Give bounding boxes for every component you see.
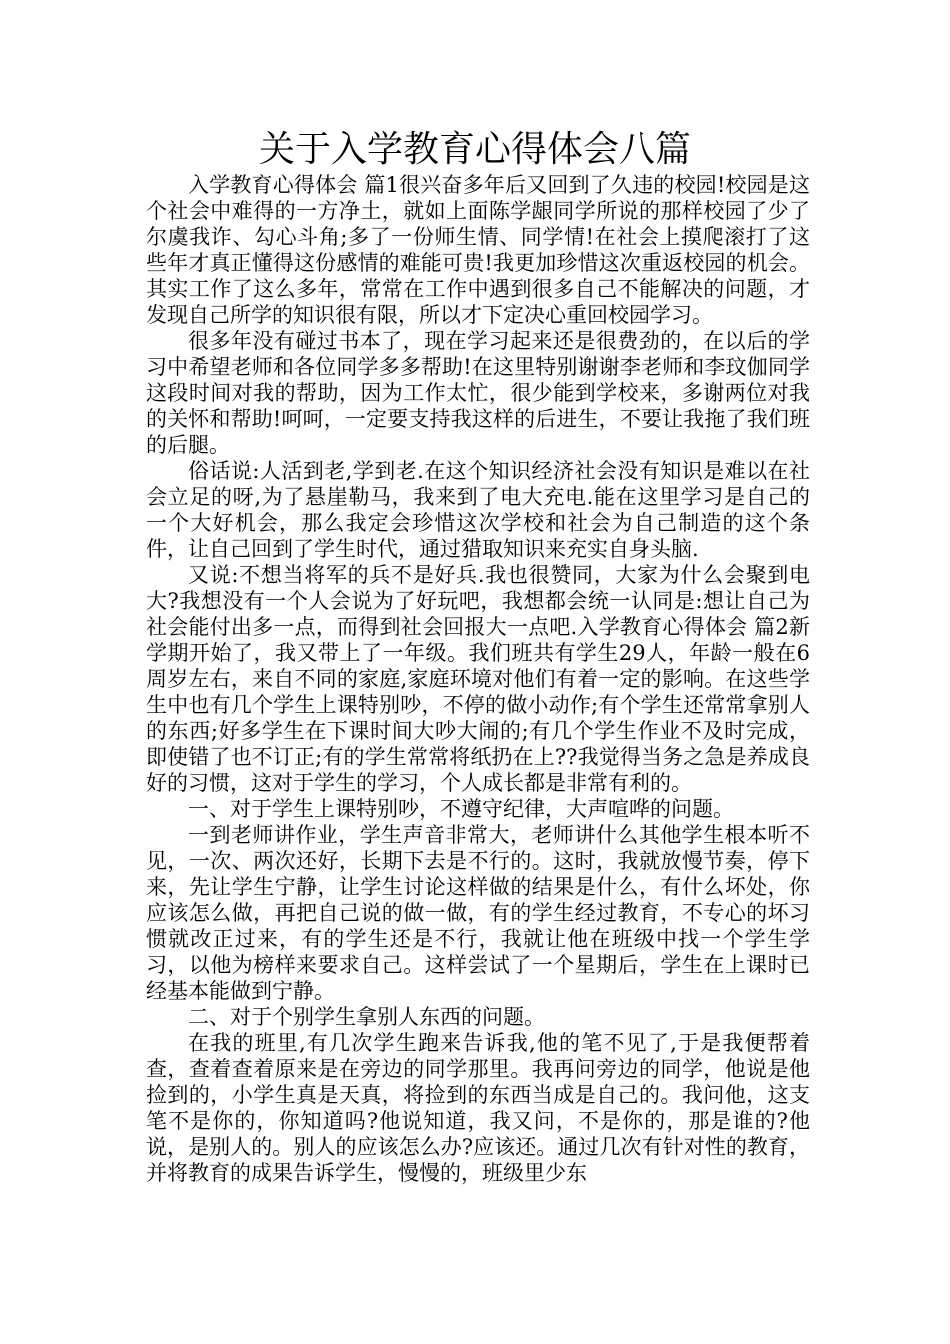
paragraph: 又说:不想当将军的兵不是好兵.我也很赞同，大家为什么会聚到电大?我想没有一个人会说为了好玩吧，我想都会统一认同是:想让自己为社会能付出多一点，而得到社会回报大一点吧.入学教育心得体会 篇2新学期开始了，我又带上了一年级。我们班共有学生29人，年龄一般在6周岁左右，来自不同的家庭,家庭环境对他们有着一定的影响。在这些学生中也有几个学生上课特别吵，不停的做小动作;有个学生还常常拿别人的东西;好多学生在下课时间大吵大闹的;有几个学生作业不及时完成，即使错了也不订正;有的学生常常将纸扔在上??我觉得当务之急是养成良好的习惯，这对于学生的学习，个人成长都是非常有利的。 bbox=[146, 563, 810, 795]
paragraph: 俗话说:人活到老,学到老.在这个知识经济社会没有知识是难以在社会立足的呀,为了悬崖勒马，我来到了电大充电.能在这里学习是自己的一个大好机会，那么我定会珍惜这次学校和社会为自己制造的这个条件，让自己回到了学生时代，通过猎取知识来充实自身头脑. bbox=[146, 459, 810, 561]
paragraph: 入学教育心得体会 篇1很兴奋多年后又回到了久违的校园!校园是这个社会中难得的一方净土，就如上面陈学龈同学所说的那样校园了少了尔虞我诈、勾心斗角;多了一份师生情、同学情!在社会上摸爬滚打了这些年才真正懂得这份感情的难能可贵!我更加珍惜这次重返校园的机会。其实工作了这么多年，常常在工作中遇到很多自己不能解决的问题，才发现自己所学的知识很有限，所以才下定决心重回校园学习。 bbox=[146, 173, 810, 327]
section-heading: 二、对于个别学生拿别人东西的问题。 bbox=[188, 1005, 545, 1029]
section-heading: 一、对于学生上课特别吵，不遵守纪律，大声喧哗的问题。 bbox=[188, 797, 734, 821]
paragraph: 很多年没有碰过书本了，现在学习起来还是很费劲的，在以后的学习中希望老师和各位同学多多帮助!在这里特别谢谢李老师和李玟伽同学这段时间对我的帮助，因为工作太忙，很少能到学校来，多谢两位对我的关怀和帮助!呵呵，一定要支持我这样的后进生，不要让我拖了我们班的后腿。 bbox=[146, 329, 810, 457]
document-body bbox=[146, 172, 810, 1186]
paragraph: 在我的班里,有几次学生跑来告诉我,他的笔不见了,于是我便帮着查，查着查着原来是在旁边的同学那里。我再问旁边的同学，他说是他捡到的，小学生真是天真，将捡到的东西当成是自己的。我问他，这支笔不是你的，你知道吗?他说知道，我又问，不是你的，那是谁的?他说，是别人的。别人的应该怎么办?应该还。通过几次有针对性的教育，并将教育的成果告诉学生，慢慢的，班级里少东 bbox=[146, 1031, 810, 1185]
paragraph: 一到老师讲作业，学生声音非常大，老师讲什么其他学生根本听不见，一次、两次还好，长期下去是不行的。这时，我就放慢节奏，停下来，先让学生宁静，让学生讨论这样做的结果是什么，有什么坏处，你应该怎么做，再把自己说的做一做，有的学生经过教育，不专心的坏习惯就改正过来，有的学生还是不行，我就让他在班级中找一个学生学习，以他为榜样来要求自己。这样尝试了一个星期后，学生在上课时已经基本能做到宁静。 bbox=[146, 823, 810, 1003]
document-title: 关于入学教育心得体会八篇 bbox=[258, 129, 691, 170]
